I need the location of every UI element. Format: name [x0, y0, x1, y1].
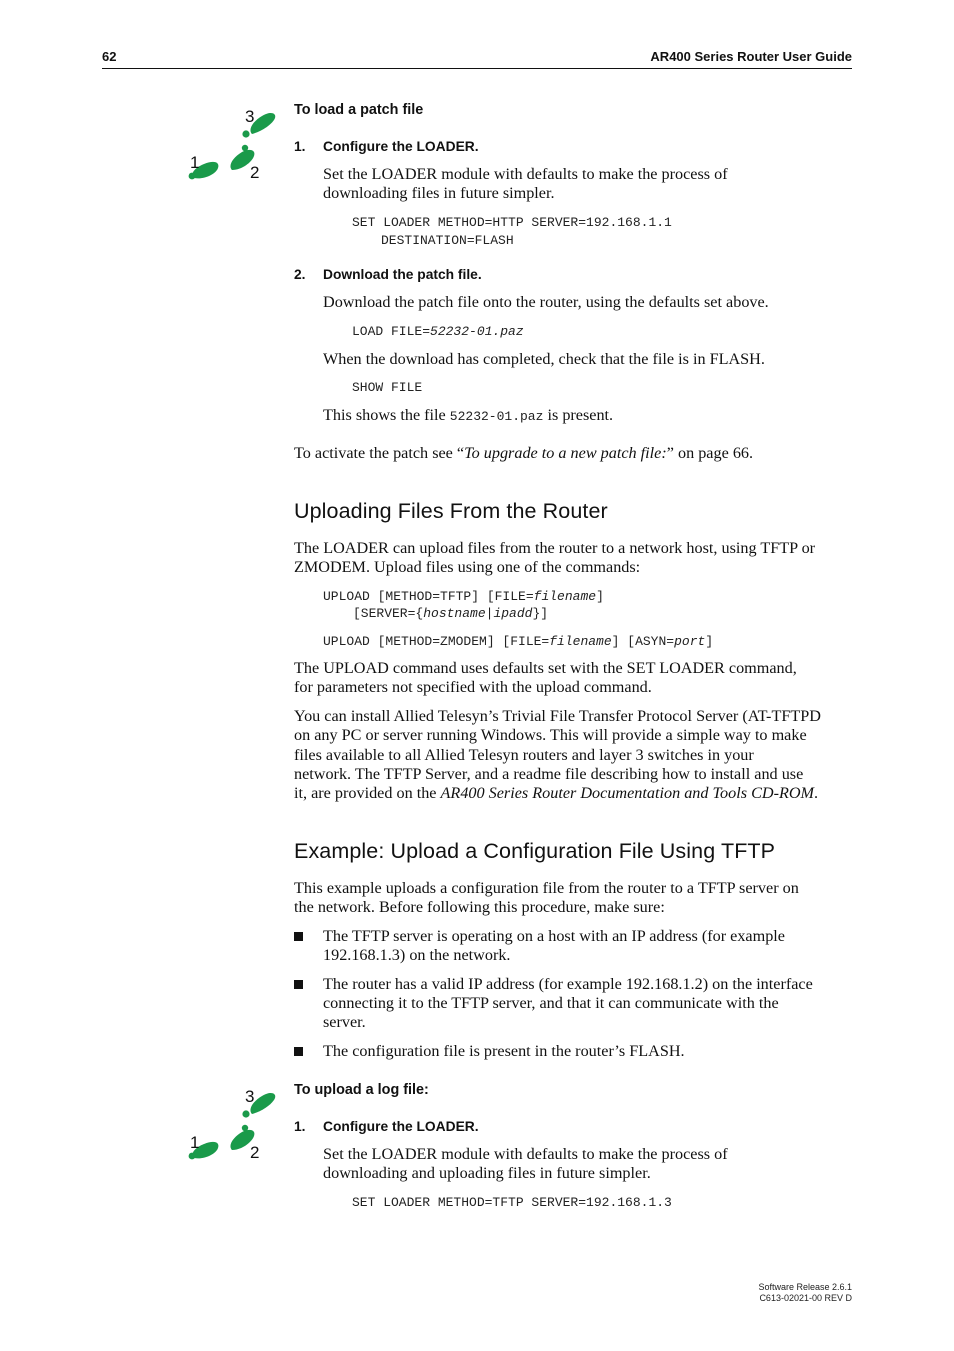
- bullet-text: The router has a valid IP address (for example 192.168.1.2) on the interface: [323, 975, 813, 993]
- bullet-icon: [294, 980, 303, 989]
- document-title: AR400 Series Router User Guide: [650, 49, 852, 64]
- section-heading: Example: Upload a Configuration File Using TFTP: [294, 839, 776, 863]
- page-number: 62: [102, 49, 117, 64]
- document-title-reference: AR400 Series Router Documentation and Tools CD-ROM: [440, 784, 815, 802]
- step-label-2: 2: [250, 163, 260, 182]
- text-run: This shows the file: [323, 406, 450, 424]
- code-line: [353, 606, 548, 621]
- bullet-text: connecting it to the TFTP server, and that it can communicate with the: [323, 994, 779, 1012]
- step-text: Set the LOADER module with defaults to make the process of: [323, 165, 728, 183]
- step-text: [323, 406, 613, 426]
- bullet-text: The configuration file is present in the router’s FLASH.: [323, 1042, 685, 1060]
- code-parameter: filename: [549, 634, 612, 649]
- footsteps-icon: [188, 1082, 278, 1162]
- link-text: To upgrade to a new patch file:: [464, 444, 667, 462]
- code-text: ] [ASYN=: [611, 634, 675, 649]
- step-label-1: 1: [190, 1133, 200, 1152]
- paragraph-line: [294, 784, 818, 803]
- bullet-text: 192.168.1.3) on the network.: [323, 946, 511, 964]
- paragraph-line: for parameters not specified with the upload command.: [294, 678, 652, 696]
- bullet-text: The TFTP server is operating on a host with an IP address (for example: [323, 927, 785, 945]
- header-rule: [102, 68, 852, 69]
- paragraph-line: files available to all Allied Telesyn routers and layer 3 switches in your: [294, 746, 754, 764]
- step-text: When the download has completed, check that the file is in FLASH.: [323, 350, 765, 368]
- code-text: ]: [705, 634, 714, 649]
- step-label-3: 3: [245, 1087, 255, 1106]
- code-text: LOAD FILE=: [352, 324, 431, 339]
- paragraph-line: You can install Allied Telesyn’s Trivial File Transfer Protocol Server (AT-TFTPD: [294, 707, 821, 725]
- paragraph-line: This example uploads a configuration file from the router to a TFTP server on: [294, 879, 799, 897]
- code-line: DESTINATION=FLASH: [381, 233, 514, 248]
- procedure-title: To upload a log file:: [294, 1082, 429, 1098]
- text-run: it, are provided on the: [294, 784, 441, 802]
- step-label: Configure the LOADER.: [323, 139, 479, 154]
- step-label-3: 3: [245, 107, 255, 126]
- code-text: }]: [532, 606, 549, 621]
- document-id: C613-02021-00 REV D: [759, 1293, 852, 1303]
- bullet-icon: [294, 1047, 303, 1056]
- step-label-2: 2: [250, 1143, 260, 1162]
- code-line: SET LOADER METHOD=TFTP SERVER=192.168.1.3: [352, 1195, 672, 1210]
- code-text: UPLOAD [METHOD=TFTP] [FILE=: [323, 589, 534, 604]
- code-parameter: hostname: [423, 606, 486, 621]
- step-text: downloading files in future simpler.: [323, 184, 555, 202]
- bullet-icon: [294, 932, 303, 941]
- text-run: ” on page 66.: [666, 444, 754, 462]
- section-heading: Uploading Files From the Router: [294, 499, 608, 523]
- code-parameter: port: [674, 634, 706, 649]
- code-text: UPLOAD [METHOD=ZMODEM] [FILE=: [323, 634, 550, 649]
- step-label-1: 1: [190, 153, 200, 172]
- code-parameter: filename: [533, 589, 597, 604]
- code-line: [323, 589, 604, 604]
- paragraph-line: the network. Before following this procedure, make sure:: [294, 898, 665, 916]
- paragraph-line: on any PC or server running Windows. This will provide a simple way to make: [294, 726, 807, 744]
- paragraph-line: ZMODEM. Upload files using one of the commands:: [294, 558, 641, 576]
- footsteps-icon: [188, 102, 278, 182]
- cross-reference: [294, 444, 753, 463]
- code-line: [323, 634, 713, 649]
- step-text: Set the LOADER module with defaults to make the process of: [323, 1145, 728, 1163]
- step-number: 1.: [294, 139, 306, 154]
- procedure-title: To load a patch file: [294, 102, 424, 118]
- code-text: ]: [596, 589, 604, 604]
- paragraph-line: The LOADER can upload files from the router to a network host, using TFTP or: [294, 539, 816, 557]
- text-run: To activate the patch see “: [294, 444, 465, 462]
- paragraph-line: network. The TFTP Server, and a readme file describing how to install and use: [294, 765, 804, 783]
- code-line: [352, 324, 524, 339]
- step-label: Download the patch file.: [323, 267, 482, 282]
- footer: [758, 1282, 852, 1304]
- bullet-text: server.: [323, 1013, 366, 1031]
- step-label: Configure the LOADER.: [323, 1119, 479, 1134]
- step-text: downloading and uploading files in future simpler.: [323, 1164, 651, 1182]
- inline-code: 52232-01.paz: [449, 409, 544, 424]
- code-parameter: ipadd: [493, 606, 533, 621]
- paragraph-line: The UPLOAD command uses defaults set with the SET LOADER command,: [294, 659, 797, 677]
- code-text: [SERVER={: [353, 606, 424, 621]
- code-line: SHOW FILE: [352, 380, 423, 395]
- text-run: .: [814, 784, 819, 802]
- code-parameter: 52232-01.paz: [430, 324, 524, 339]
- text-run: is present.: [543, 406, 614, 424]
- software-release: Software Release 2.6.1: [758, 1282, 852, 1292]
- step-text: Download the patch file onto the router, using the defaults set above.: [323, 293, 769, 311]
- code-line: SET LOADER METHOD=HTTP SERVER=192.168.1.1: [352, 215, 672, 230]
- step-number: 2.: [294, 267, 306, 282]
- code-text: |: [485, 606, 494, 621]
- step-number: 1.: [294, 1119, 306, 1134]
